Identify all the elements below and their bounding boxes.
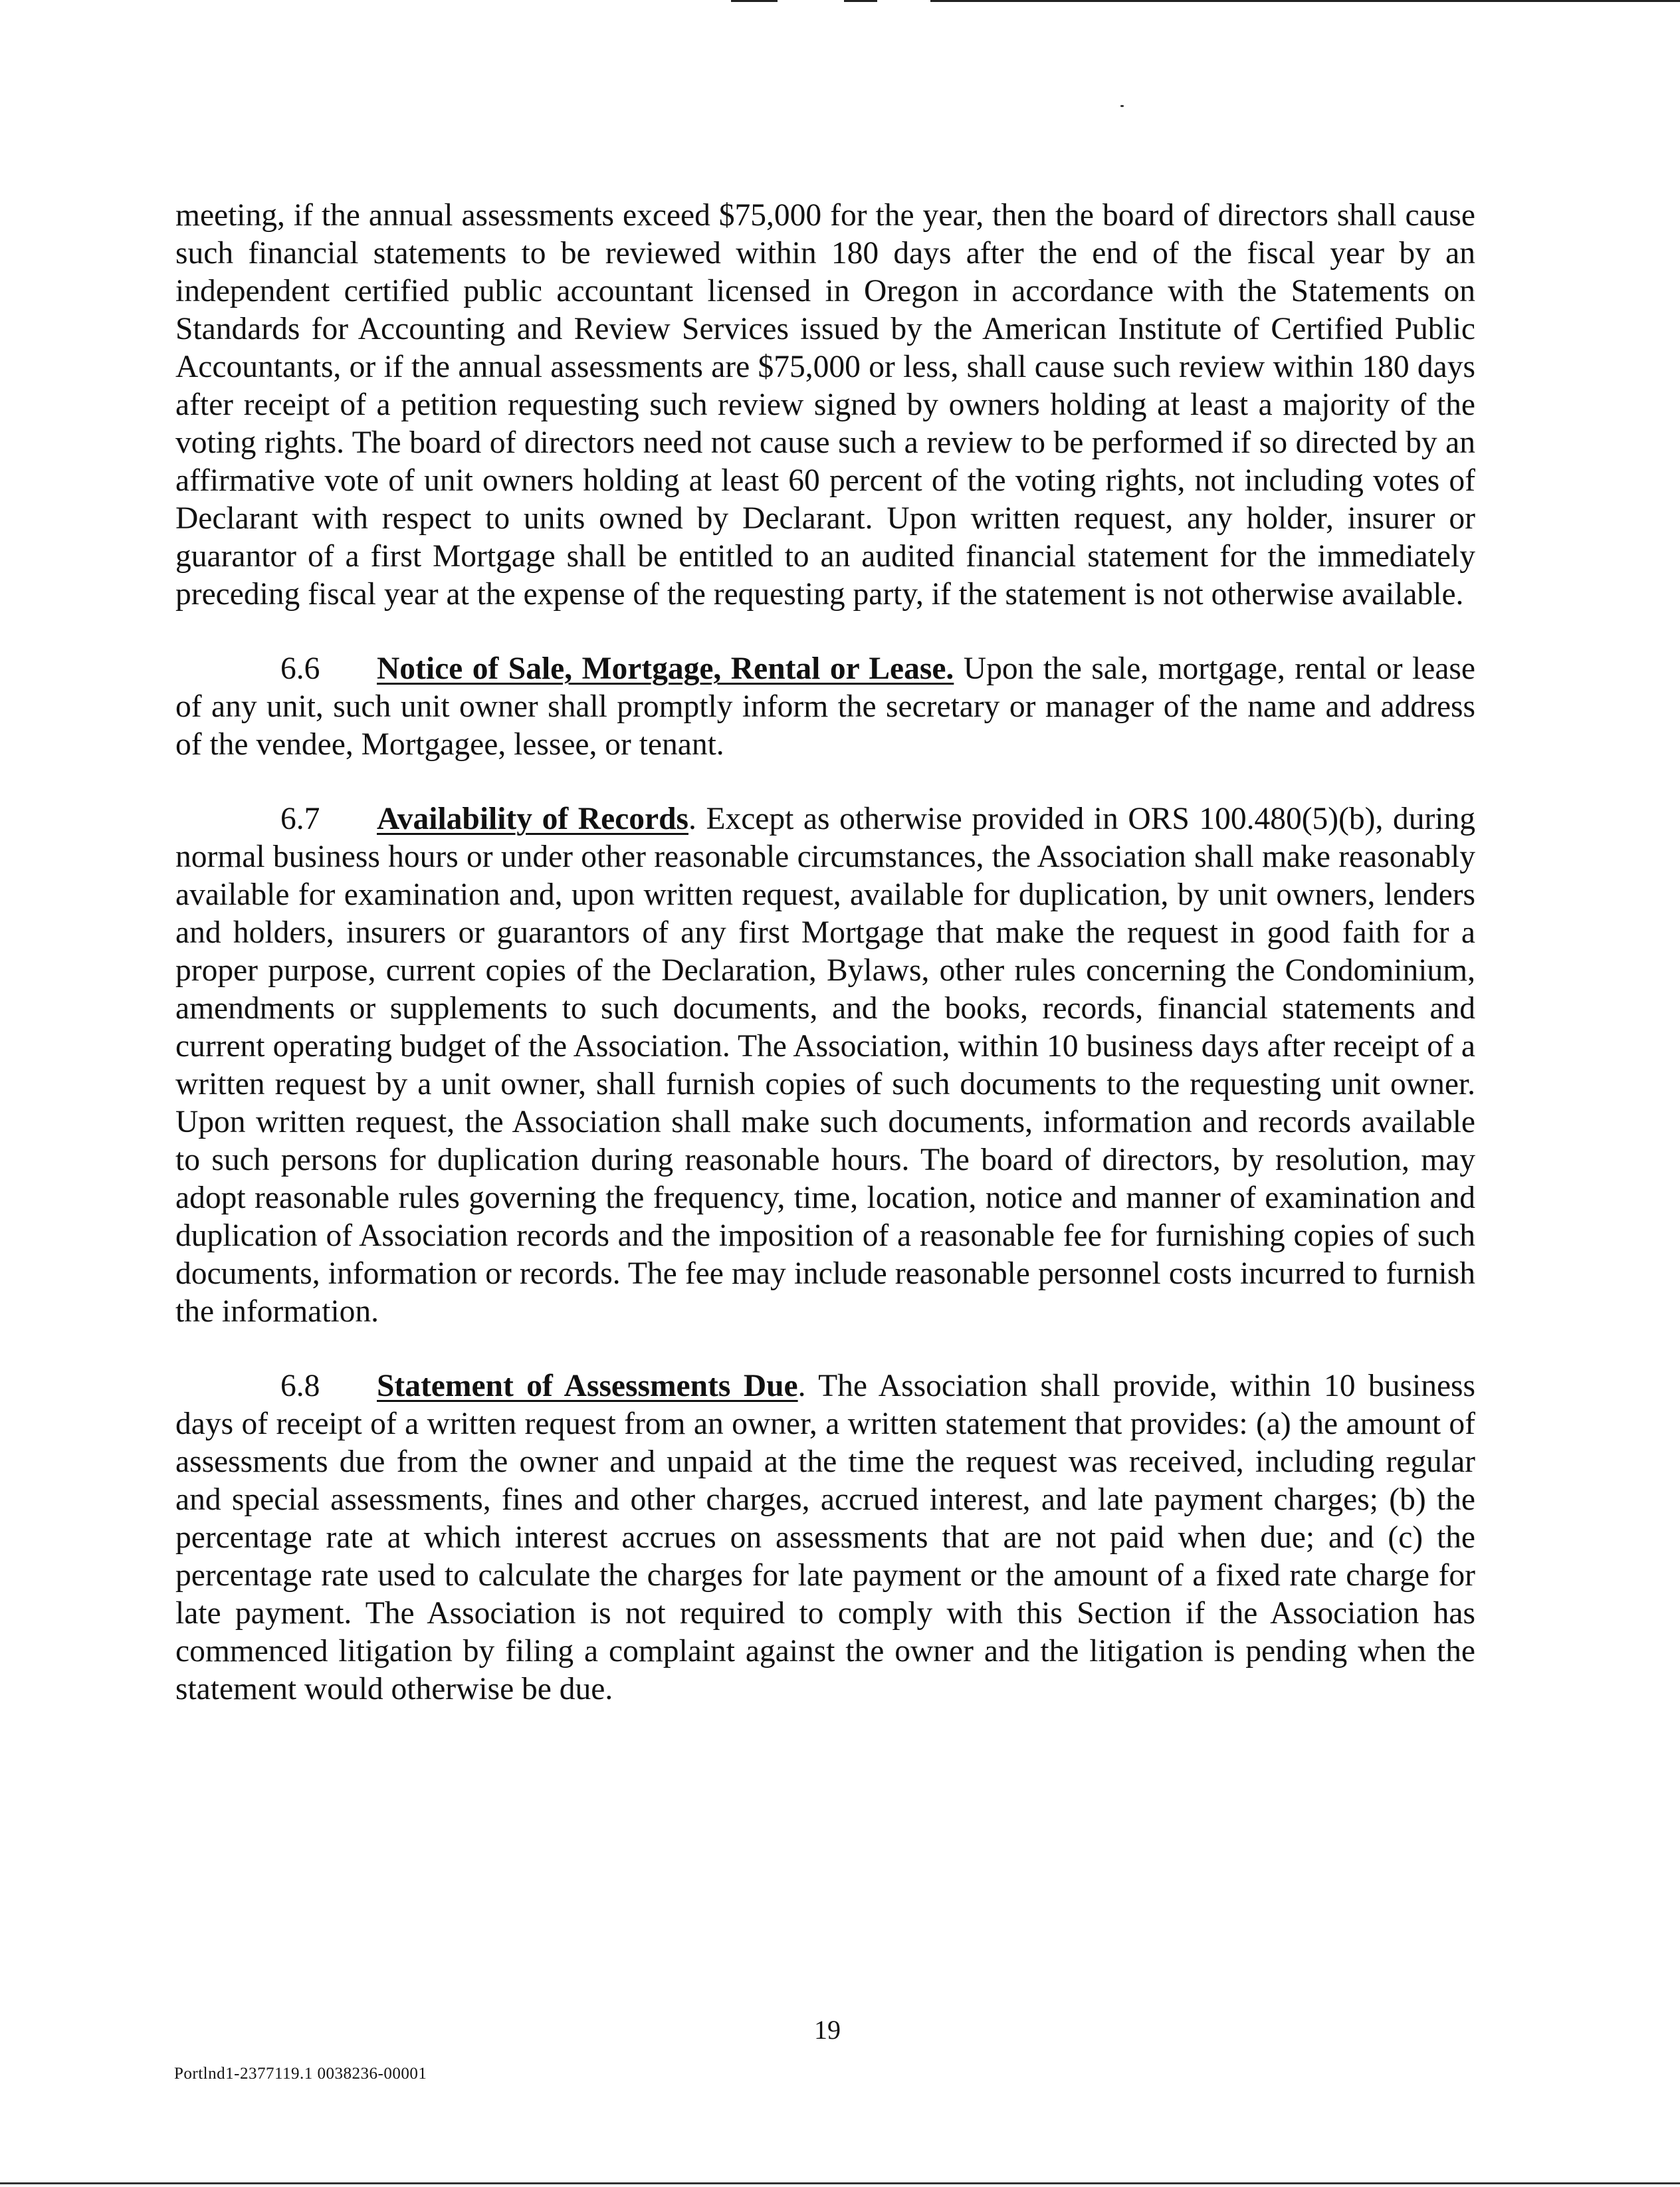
- section-6-6: [175, 650, 1475, 764]
- scan-rule-top: [930, 0, 1680, 2]
- section-number: 6.8: [280, 1369, 320, 1403]
- section-6-8: [175, 1367, 1475, 1708]
- scan-rule-top: [731, 0, 778, 2]
- section-6-7: [175, 800, 1475, 1331]
- document-id: Portlnd1-2377119.1 0038236-00001: [174, 2065, 427, 2083]
- scan-rule-bottom: [0, 2182, 1680, 2184]
- section-body: . Except as otherwise provided in ORS 100.480(5)(b), during normal business hours or under other reasonable circumstances, the Association shall make reasonably available for examination and, upon written request, available for duplication, by unit owners, lenders and holders, insurers or guarantors of any first Mortgage that make the request in good faith for a proper purpose, current copies of the Declaration, Bylaws, other rules concerning the Condominium, amendments or supplements to such documents, and the books, records, financial statements and current operating budget of the Association. The Association, within 10 business days after receipt of a written request by a unit owner, shall furnish copies of such documents to the requesting unit owner. Upon written request, the Association shall make such documents, information and records available to such persons for duplication during reasonable hours. The board of directors, by resolution, may adopt reasonable rules governing the frequency, time, location, notice and manner of examination and duplication of Association records and the imposition of a reasonable fee for furnishing copies of such documents, information or records. The fee may include reasonable personnel costs incurred to furnish the information.: [175, 802, 1475, 1329]
- section-number: 6.7: [280, 802, 320, 836]
- scan-speck: [1120, 105, 1124, 107]
- section-body: . The Association shall provide, within 10 business days of receipt of a written request from an owner, a written statement that provides: (a) the amount of assessments due from the owner and unpaid at the time the request was received, including regular and special assessments, fines and other charges, accrued interest, and late payment charges; (b) the percentage rate at which interest accrues on assessments that are not paid when due; and (c) the percentage rate used to calculate the charges for late payment or the amount of a fixed rate charge for late payment. The Association is not required to comply with this Section if the Association has commenced litigation by filing a complaint against the owner and the litigation is pending when the statement would otherwise be due.: [175, 1369, 1475, 1706]
- section-title: Statement of Assessments Due: [377, 1369, 798, 1403]
- section-title: Notice of Sale, Mortgage, Rental or Lease.: [377, 651, 954, 686]
- section-number: 6.6: [280, 651, 320, 686]
- page-number: 19: [814, 2015, 841, 2045]
- section-body: Upon the sale, mortgage, rental or lease of any unit, such unit owner shall promptly inform the secretary or manager of the name and address of the vendee, Mortgagee, lessee, or tenant.: [175, 651, 1475, 762]
- scan-rule-top: [844, 0, 877, 2]
- section-title: Availability of Records: [377, 802, 688, 836]
- document-body: [175, 197, 1475, 1745]
- opening-paragraph: meeting, if the annual assessments exceed $75,000 for the year, then the board of directors shall cause such financial statements to be reviewed within 180 days after the end of the fiscal year by an independent certified public accountant licensed in Oregon in accordance with the Statements on Standards for Accounting and Review Services issued by the American Institute of Certified Public Accountants, or if the annual assessments are $75,000 or less, shall cause such review within 180 days after receipt of a petition requesting such review signed by owners holding at least a majority of the voting rights. The board of directors need not cause such a review to be performed if so directed by an affirmative vote of unit owners holding at least 60 percent of the voting rights, not including votes of Declarant with respect to units owned by Declarant. Upon written request, any holder, insurer or guarantor of a first Mortgage shall be entitled to an audited financial statement for the immediately preceding fiscal year at the expense of the requesting party, if the statement is not otherwise available.: [175, 198, 1475, 612]
